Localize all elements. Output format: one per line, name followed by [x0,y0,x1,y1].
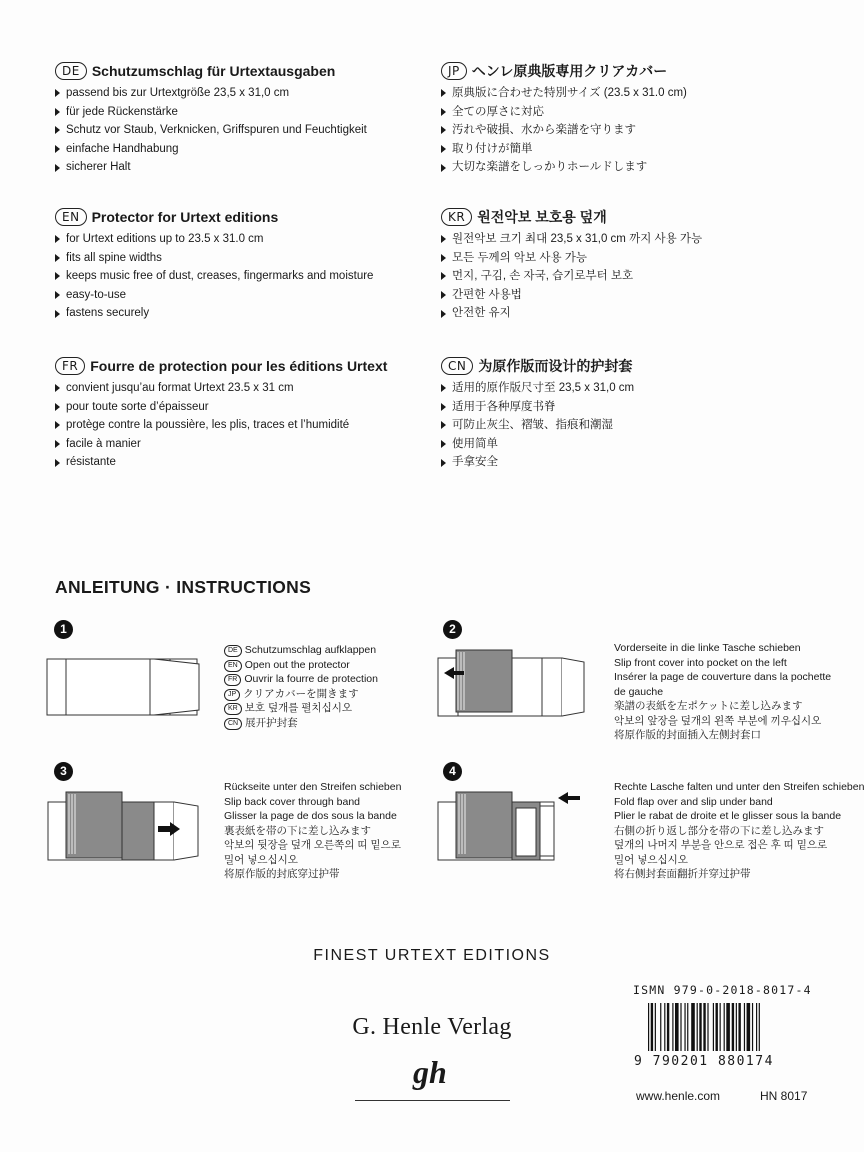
bullet-triangle-icon [55,89,60,97]
lang-badge: JP [441,62,467,80]
feature-item [441,267,821,286]
bullet-triangle-icon [55,254,60,262]
feature-list [441,379,821,472]
step-text-line: 밀어 넣으십시오 [224,853,298,866]
step-text-line: 악보의 앞장을 덮개의 왼쪽 부분에 끼우십시오 [614,714,822,727]
logo-underline [355,1100,510,1101]
bullet-triangle-icon [441,108,446,116]
bullet-triangle-icon [55,421,60,429]
step-text-line: Rechte Lasche falten und unter den Streifen schieben [614,781,864,793]
step-1-line [224,687,378,702]
bullet-triangle-icon [441,384,446,392]
bullet-triangle-icon [55,403,60,411]
bullet-triangle-icon [55,108,60,116]
feature-text: fastens securely [66,307,150,320]
instructions-title: ANLEITUNG · INSTRUCTIONS [55,577,312,597]
feature-text: 适用于各种厚度书脊 [452,400,556,413]
lang-badge: DE [55,62,87,80]
step-1-line [224,658,378,673]
lang-badge: EN [55,208,87,226]
feature-text: 안전한 유지 [452,307,511,320]
feature-item [55,230,435,249]
bullet-triangle-icon [441,89,446,97]
feature-list [55,379,435,472]
step-text-line: 展开护封套 [245,716,298,729]
tagline: FINEST URTEXT EDITIONS [313,947,551,964]
step-1-line [224,716,378,731]
feature-text: 먼지, 구김, 손 자국, 습기로부터 보호 [452,270,634,283]
lang-badge: FR [55,357,85,375]
step-text-line: 楽譜の表紙を左ポケットに差し込みます [614,700,803,712]
lang-title: 为原作版而设计的护封套 [478,358,633,374]
bullet-triangle-icon [441,145,446,153]
step-text-line: Ouvrir la fourre de protection [244,673,378,685]
feature-item [441,121,821,140]
feature-text: für jede Rückenstärke [66,105,178,118]
step-text-line: Glisser la page de dos sous la bande [224,810,397,822]
feature-text: 原典版に合わせた特別サイズ (23.5 x 31.0 cm) [452,87,687,99]
lang-header [55,206,435,228]
feature-item [55,453,435,472]
feature-item [441,435,821,454]
lang-block-fr [55,355,435,472]
website-url: www.henle.com [636,1089,721,1103]
bullet-triangle-icon [55,164,60,172]
bullet-triangle-icon [55,384,60,392]
feature-item [441,379,821,398]
bullet-triangle-icon [441,254,446,262]
lang-title: Protector for Urtext editions [91,209,279,225]
feature-item [441,158,821,177]
feature-text: 원전악보 크기 최대 23,5 x 31,0 cm 까지 사용 가능 [452,233,703,245]
bullet-triangle-icon [441,421,446,429]
feature-text: 使用简单 [452,437,498,450]
step-text-line: 将原作版的封面插入左侧封套口 [614,729,761,741]
step-text-line: Vorderseite in die linke Tasche schieben [614,642,801,654]
feature-item [441,416,821,435]
feature-text: sicherer Halt [66,161,131,174]
mini-lang-badge: KR [224,703,242,715]
step-number-4: 4 [443,762,462,781]
catalog-number: HN 8017 [760,1089,808,1103]
mini-lang-badge: DE [224,645,242,657]
barcode-digits: 9 790201 880174 [634,1054,774,1069]
step-text-line: Open out the protector [244,658,350,671]
feature-list [55,230,435,323]
feature-item [55,84,435,103]
feature-text: 取り付けが簡単 [452,142,533,155]
lang-title: Fourre de protection pour les éditions Urtext [90,358,388,374]
feature-text: 全ての厚さに対応 [452,105,544,118]
step-number-3: 3 [54,762,73,781]
step-1-line [224,701,378,716]
lang-block-de [55,60,435,177]
mini-lang-badge: CN [224,718,242,730]
feature-item [55,140,435,159]
feature-item [441,304,821,323]
feature-text: facile à manier [66,437,141,450]
feature-text: 모든 두께의 악보 사용 가능 [452,251,587,264]
publisher-name: G. Henle Verlag [352,1014,512,1040]
bullet-triangle-icon [441,440,446,448]
feature-item [55,267,435,286]
feature-text: Schutz vor Staub, Verknicken, Griffspuren und Feuchtigkeit [66,124,367,137]
lang-header [55,60,435,82]
feature-list [55,84,435,177]
feature-item [441,230,821,249]
feature-item [55,286,435,305]
step-2-diagram [436,646,596,720]
feature-list [441,84,821,177]
step-3-diagram [46,788,216,868]
feature-text: 大切な楽譜をしっかりホールドします [452,161,648,174]
feature-item [55,435,435,454]
mini-lang-badge: FR [224,674,241,686]
step-text-line: 裏表紙を帯の下に差し込みます [224,824,371,837]
logo-mark: gh [413,1054,447,1090]
bullet-triangle-icon [55,272,60,280]
feature-item [441,84,821,103]
feature-text: einfache Handhabung [66,142,179,155]
step-3-text [224,780,401,882]
feature-item [55,379,435,398]
lang-block-cn [441,355,821,472]
step-number-1: 1 [54,620,73,639]
feature-item [55,416,435,435]
feature-item [441,249,821,268]
feature-text: for Urtext editions up to 23.5 x 31.0 cm [66,233,264,245]
feature-item [55,103,435,122]
mini-lang-badge: EN [224,660,242,672]
feature-text: pour toute sorte d’épaisseur [66,400,209,413]
lang-header [441,206,821,228]
bullet-triangle-icon [55,440,60,448]
feature-item [441,103,821,122]
feature-item [55,121,435,140]
feature-item [55,304,435,323]
step-1-diagram [46,656,206,718]
lang-block-kr [441,206,821,323]
step-2-text [614,641,831,743]
lang-header [441,355,821,377]
bullet-triangle-icon [441,403,446,411]
feature-text: 适用的原作版尺寸至 23,5 x 31,0 cm [452,382,635,394]
feature-text: 可防止灰尘、褶皱、指痕和潮湿 [452,419,613,432]
bullet-triangle-icon [441,459,446,467]
henle-logo-icon [413,1054,447,1091]
bullet-triangle-icon [55,235,60,243]
feature-text: protège contre la poussière, les plis, traces et l’humidité [66,419,350,432]
bullet-triangle-icon [441,291,446,299]
bullet-triangle-icon [441,164,446,172]
step-text-line: de gauche [614,685,664,698]
ismn-number: ISMN 979-0-2018-8017-4 [633,983,812,997]
step-text-line: Plier le rabat de droite et le glisser sous la bande [614,810,842,822]
step-text-line: 将右侧封套面翻折并穿过护带 [614,868,751,880]
lang-header [55,355,435,377]
step-text-line: Insérer la page de couverture dans la pochette [614,671,832,683]
step-text-line: Slip front cover into pocket on the left [614,656,787,669]
feature-item [55,398,435,417]
lang-badge: KR [441,208,472,226]
feature-text: résistante [66,456,116,469]
lang-block-en [55,206,435,323]
feature-item [441,398,821,417]
feature-item [441,286,821,305]
step-1-text [224,643,378,730]
mini-lang-badge: JP [224,689,240,701]
feature-item [55,158,435,177]
bullet-triangle-icon [441,310,446,318]
feature-list [441,230,821,323]
lang-badge: CN [441,357,473,375]
bullet-triangle-icon [55,126,60,134]
feature-text: 手拿安全 [452,456,498,469]
feature-text: 간편한 사용법 [452,288,522,301]
step-4-text [614,780,864,882]
feature-item [441,453,821,472]
step-text-line: 右側の折り返し部分を帯の下に差し込みます [614,824,824,837]
step-4-diagram [436,788,586,868]
bullet-triangle-icon [55,310,60,318]
feature-text: passend bis zur Urtextgröße 23,5 x 31,0 cm [66,87,290,99]
step-text-line: 보호 덮개를 펼치십시오 [244,702,352,714]
step-text-line: 将原作版的封底穿过护带 [224,868,340,880]
step-text-line: 악보의 뒷장을 덮개 오른쪽의 띠 밑으로 [224,839,401,851]
step-text-line: 덮개의 나머지 부분을 안으로 접은 후 띠 밑으로 [614,839,828,851]
step-1-line [224,672,378,687]
bullet-triangle-icon [441,235,446,243]
feature-item [441,140,821,159]
step-text-line: 밀어 넣으십시오 [614,853,688,866]
bullet-triangle-icon [55,291,60,299]
feature-item [55,249,435,268]
feature-text: 汚れや破損、水から楽譜を守ります [452,124,636,137]
lang-block-jp [441,60,821,177]
step-number-2: 2 [443,620,462,639]
lang-title: 원전악보 보호용 덮개 [477,209,607,225]
step-text-line: Slip back cover through band [224,795,361,808]
feature-text: easy-to-use [66,288,127,301]
bullet-triangle-icon [55,459,60,467]
lang-header [441,60,821,82]
bullet-triangle-icon [441,272,446,280]
bullet-triangle-icon [55,145,60,153]
step-1-line [224,643,378,658]
step-text-line: Rückseite unter den Streifen schieben [224,781,402,793]
step-text-line: クリアカバーを開きます [243,687,359,700]
feature-text: fits all spine widths [66,251,162,264]
bullet-triangle-icon [441,126,446,134]
step-text-line: Fold flap over and slip under band [614,795,773,808]
lang-title: Schutzumschlag für Urtextausgaben [91,63,336,79]
feature-text: keeps music free of dust, creases, fingermarks and moisture [66,270,374,283]
lang-title: ヘンレ原典版専用クリアカバー [471,63,668,79]
step-text-line: Schutzumschlag aufklappen [244,644,377,656]
feature-text: convient jusqu’au format Urtext 23.5 x 31 cm [66,382,294,394]
